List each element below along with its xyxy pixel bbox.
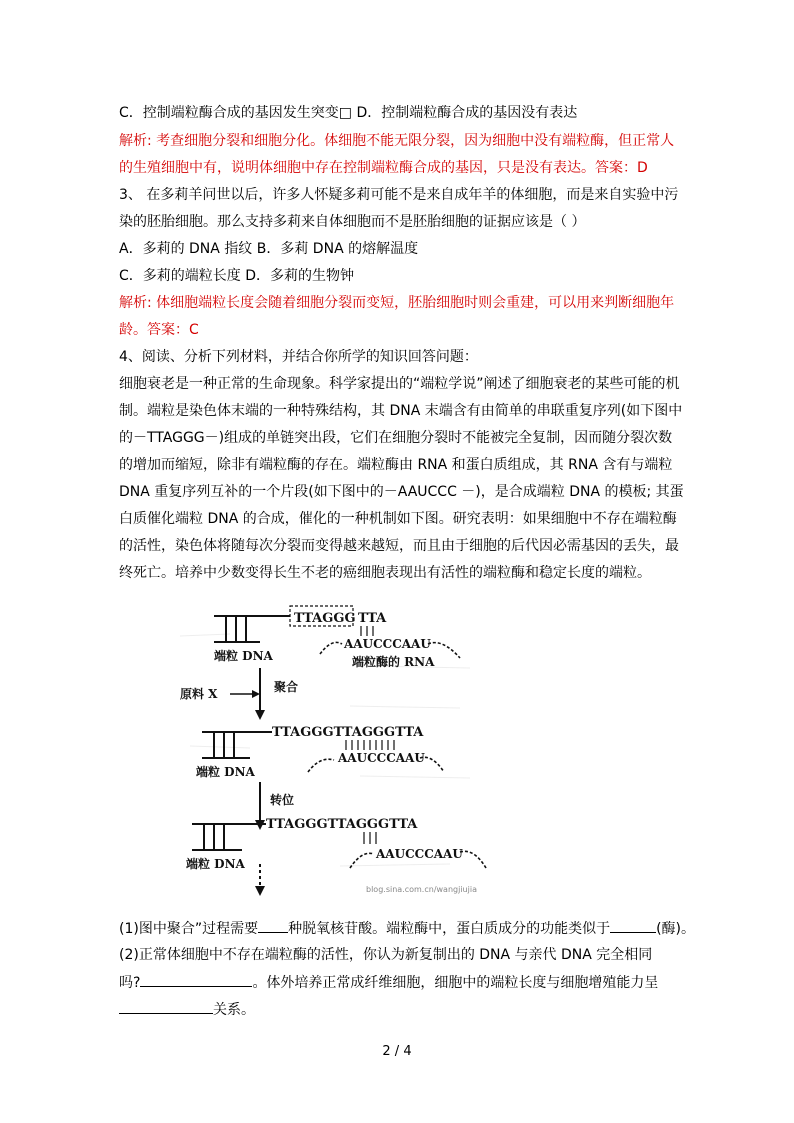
rna-arc-left-1	[320, 642, 342, 654]
q1-text-c: (酶)。	[656, 921, 696, 937]
rna-seq-3: AAUCCCAAU	[376, 847, 463, 861]
watermark: blog.sina.com.cn/wangjiujia	[366, 885, 477, 894]
material-line-6: 白质催化端粒 DNA 的合成，催化的一种机制如下图。研究表明：如果细胞中不存在端粒酶	[119, 511, 677, 527]
material-line-8: 终死亡。培养中少数变得长生不老的癌细胞表现出有活性的端粒酶和稳定长度的端粒。	[119, 565, 651, 581]
base-pair-ticks-1	[361, 626, 373, 636]
q2-text-a: 吗?	[119, 975, 141, 991]
rna-seq-2: AAUCCCAAU	[338, 751, 425, 765]
question-4-heading: 4、阅读、分析下列材料，并结合你所学的知识回答问题：	[119, 349, 478, 365]
q1-text-b: 种脱氧核苷酸。端粒酶中，蛋白质成分的功能类似于	[288, 921, 611, 937]
q2-text-c: 关系。	[213, 1002, 255, 1018]
q1-blank-2[interactable]	[610, 918, 656, 933]
arrow-head-1	[255, 710, 265, 720]
option-c-d: C．多莉的端粒长度 D．多莉的生物钟	[119, 268, 355, 284]
material-line-1: 细胞衰老是一种正常的生命现象。科学家提出的“端粒学说”阐述了细胞衰老的某些可能的机	[119, 376, 680, 392]
question-3-line-1: 3、 在多莉羊问世以后，许多人怀疑多莉可能不是来自成年羊的体细胞，而是来自实验中污	[119, 187, 679, 203]
seq-ttaggg: TTAGGG	[294, 611, 356, 626]
label-polymerize: 聚合	[274, 680, 299, 694]
material-line-5: DNA 重复序列互补的一个片段(如下图中的－AAUCCC －)，是合成端粒 DNA 的模板; 其蛋	[119, 484, 684, 500]
q1-text-a: (1)图中聚合”过程需要	[119, 921, 259, 937]
label-telomerase-rna: 端粒酶的 RNA	[352, 655, 435, 669]
question-3-line-2: 染的胚胎细胞。那么支持多莉来自体细胞而不是胚胎细胞的证据应该是（ ）	[119, 214, 586, 230]
label-telomere-dna-3: 端粒 DNA	[186, 857, 245, 871]
material-line-3: 的－TTAGGG－)组成的单链突出段，它们在细胞分裂时不能被完全复制，因而随分裂次数	[119, 430, 673, 446]
telomerase-diagram	[170, 596, 490, 902]
base-pair-ticks-2	[346, 740, 394, 750]
analysis-line-1: 解析: 考查细胞分裂和细胞分化。体细胞不能无限分裂，因为细胞中没有端粒酶，但正常人	[119, 133, 675, 149]
rna-arc-right-3	[460, 851, 486, 868]
analysis-q3-line-2: 龄。答案：C	[119, 322, 199, 338]
material-line-4: 的增加而缩短，除非有端粒酶的存在。端粒酶由 RNA 和蛋白质组成，其 RNA 含有与端粒	[119, 457, 673, 473]
dna-ladder-1	[214, 616, 290, 642]
label-telomere-dna-2: 端粒 DNA	[196, 765, 255, 779]
question-2-line-2	[119, 972, 658, 993]
label-raw-material: 原料 X	[180, 687, 218, 701]
base-pair-ticks-3	[364, 832, 376, 844]
dna-ladder-3	[192, 824, 266, 850]
material-line-7: 的活性，染色体将随每次分裂而变得越来越短，而且由于细胞的后代因必需基因的丢失，最	[119, 538, 679, 554]
analysis-line-2: 的生殖细胞中有，说明体细胞中存在控制端粒酶合成的基因，只是没有表达。答案：D	[119, 160, 648, 176]
arrow-head-raw	[252, 690, 260, 698]
question-1	[119, 918, 695, 939]
dna-ladder-2	[202, 732, 272, 758]
q2-text-b: 。体外培养正常成纤维细胞，细胞中的端粒长度与细胞增殖能力呈	[252, 975, 659, 991]
line-c-d-options: C．控制端粒酶合成的基因发生突变□ D．控制端粒酶合成的基因没有表达	[119, 105, 578, 121]
question-2-line-3	[119, 999, 255, 1020]
label-translocate: 转位	[270, 793, 295, 807]
label-telomere-dna-1: 端粒 DNA	[214, 649, 273, 663]
rna-seq-1: AAUCCCAAU	[344, 637, 431, 651]
question-2-line-1: (2)正常体细胞中不存在端粒酶的活性，你认为新复制出的 DNA 与亲代 DNA 完全相同	[119, 947, 653, 963]
rna-arc-left-2	[308, 759, 334, 772]
analysis-q3-line-1: 解析: 体细胞端粒长度会随着细胞分裂而变短，胚胎细胞时则会重建，可以用来判断细胞年	[119, 295, 675, 311]
seq-tta-tail: TTA	[358, 611, 387, 626]
arrow-head-3	[255, 886, 265, 896]
q1-blank-1[interactable]	[258, 918, 288, 933]
seq-extended: TTAGGGTTAGGGTTA	[272, 725, 424, 740]
option-a-b: A．多莉的 DNA 指纹 B．多莉 DNA 的熔解温度	[119, 241, 419, 257]
page-number: 2 / 4	[382, 1044, 412, 1059]
q2-blank-2[interactable]	[119, 999, 213, 1014]
material-line-2: 制。端粒是染色体末端的一种特殊结构，其 DNA 末端含有由简单的串联重复序列(如下图中	[119, 403, 683, 419]
seq-translocated: TTAGGGTTAGGGTTA	[266, 817, 418, 832]
q2-blank-1[interactable]	[140, 972, 252, 987]
